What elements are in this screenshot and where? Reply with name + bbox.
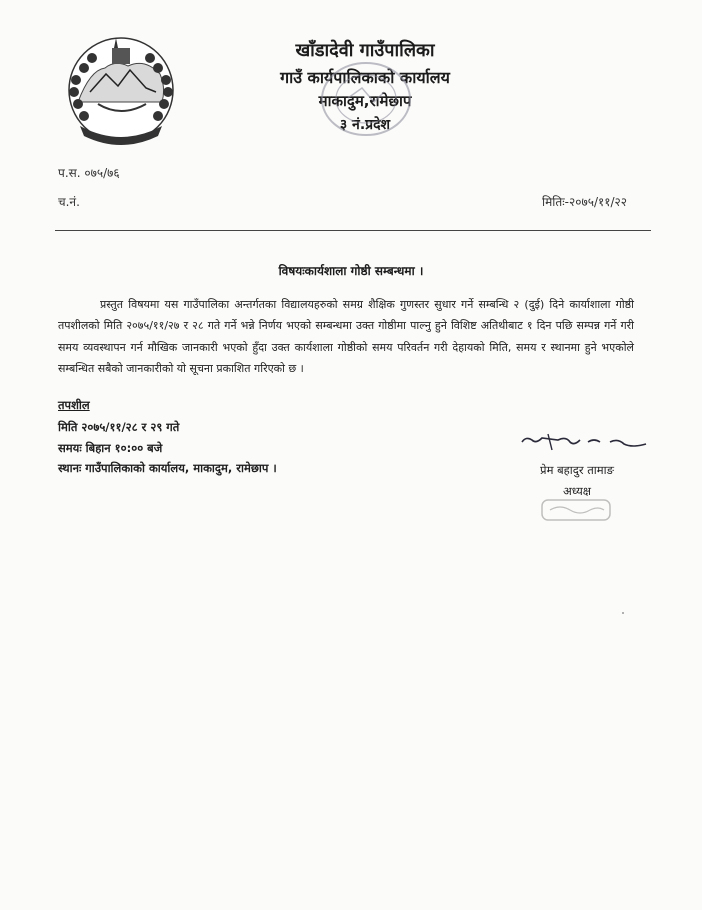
nepal-emblem-icon	[60, 30, 182, 148]
office-address: माकादुम,रामेछाप	[318, 92, 412, 110]
paper-speck	[622, 612, 624, 614]
chair-stamp-icon	[540, 498, 612, 522]
subject-line: विषयःकार्यशाला गोष्ठी सम्बन्धमा ।	[278, 264, 424, 278]
notice-body: प्रस्तुत विषयमा यस गाउँपालिका अन्तर्गतका विद्यालयहरुको समग्र शैक्षिक गुणस्तर सुधार गर्ने सम्बन्धि २ (दुई) दिने कार्याशाला गोष्ठी तपशीलको मिति २०७५/११/२७ र २८ गते गर्ने भन्ने निर्णय भएको सम्बन्धमा उक्त गोष्ठीमा पाल्नु हुने विशिष्ट अतिथीबाट १ दिन पछि सम्पन्न गर्ने गरी समय व्यवस्थापन गर्न मौखिक जानकारी भएको हुँदा उक्त कार्यशाला गोष्ठीको समय परिवर्तन गरी देहायको मिति, समय र स्थानमा हुने भएकोले सम्बन्धित सबैको जानकारीको यो सूचना प्रकाशित गरिएको छ ।	[58, 298, 634, 376]
office-province: ३ नं.प्रदेश	[339, 117, 391, 133]
details-place: स्थानः गाउँपालिकाको कार्यालय, माकादुम, रामेछाप ।	[58, 461, 277, 475]
dispatch-number: च.नं.	[58, 195, 80, 209]
signatory-title: अध्यक्ष	[562, 484, 592, 498]
office-seal-icon	[318, 58, 414, 140]
office-unit: गाउँ कार्यपालिकाको कार्यालय	[280, 68, 450, 87]
details-date: मिति २०७५/११/२८ र २९ गते	[58, 420, 180, 434]
signatory-name: प्रेम बहादुर तामाङ	[540, 463, 614, 477]
letter-number: प.स. ०७५/७६	[58, 166, 120, 180]
signature-icon	[518, 430, 650, 454]
details-heading: तपशील	[58, 398, 90, 412]
letter-date: मितिः-२०७५/११/२२	[542, 195, 627, 209]
details-time: समयः बिहान १०:०० बजे	[58, 441, 163, 455]
header-divider	[55, 230, 651, 231]
office-name: खाँडादेवी गाउँपालिका	[295, 40, 435, 61]
